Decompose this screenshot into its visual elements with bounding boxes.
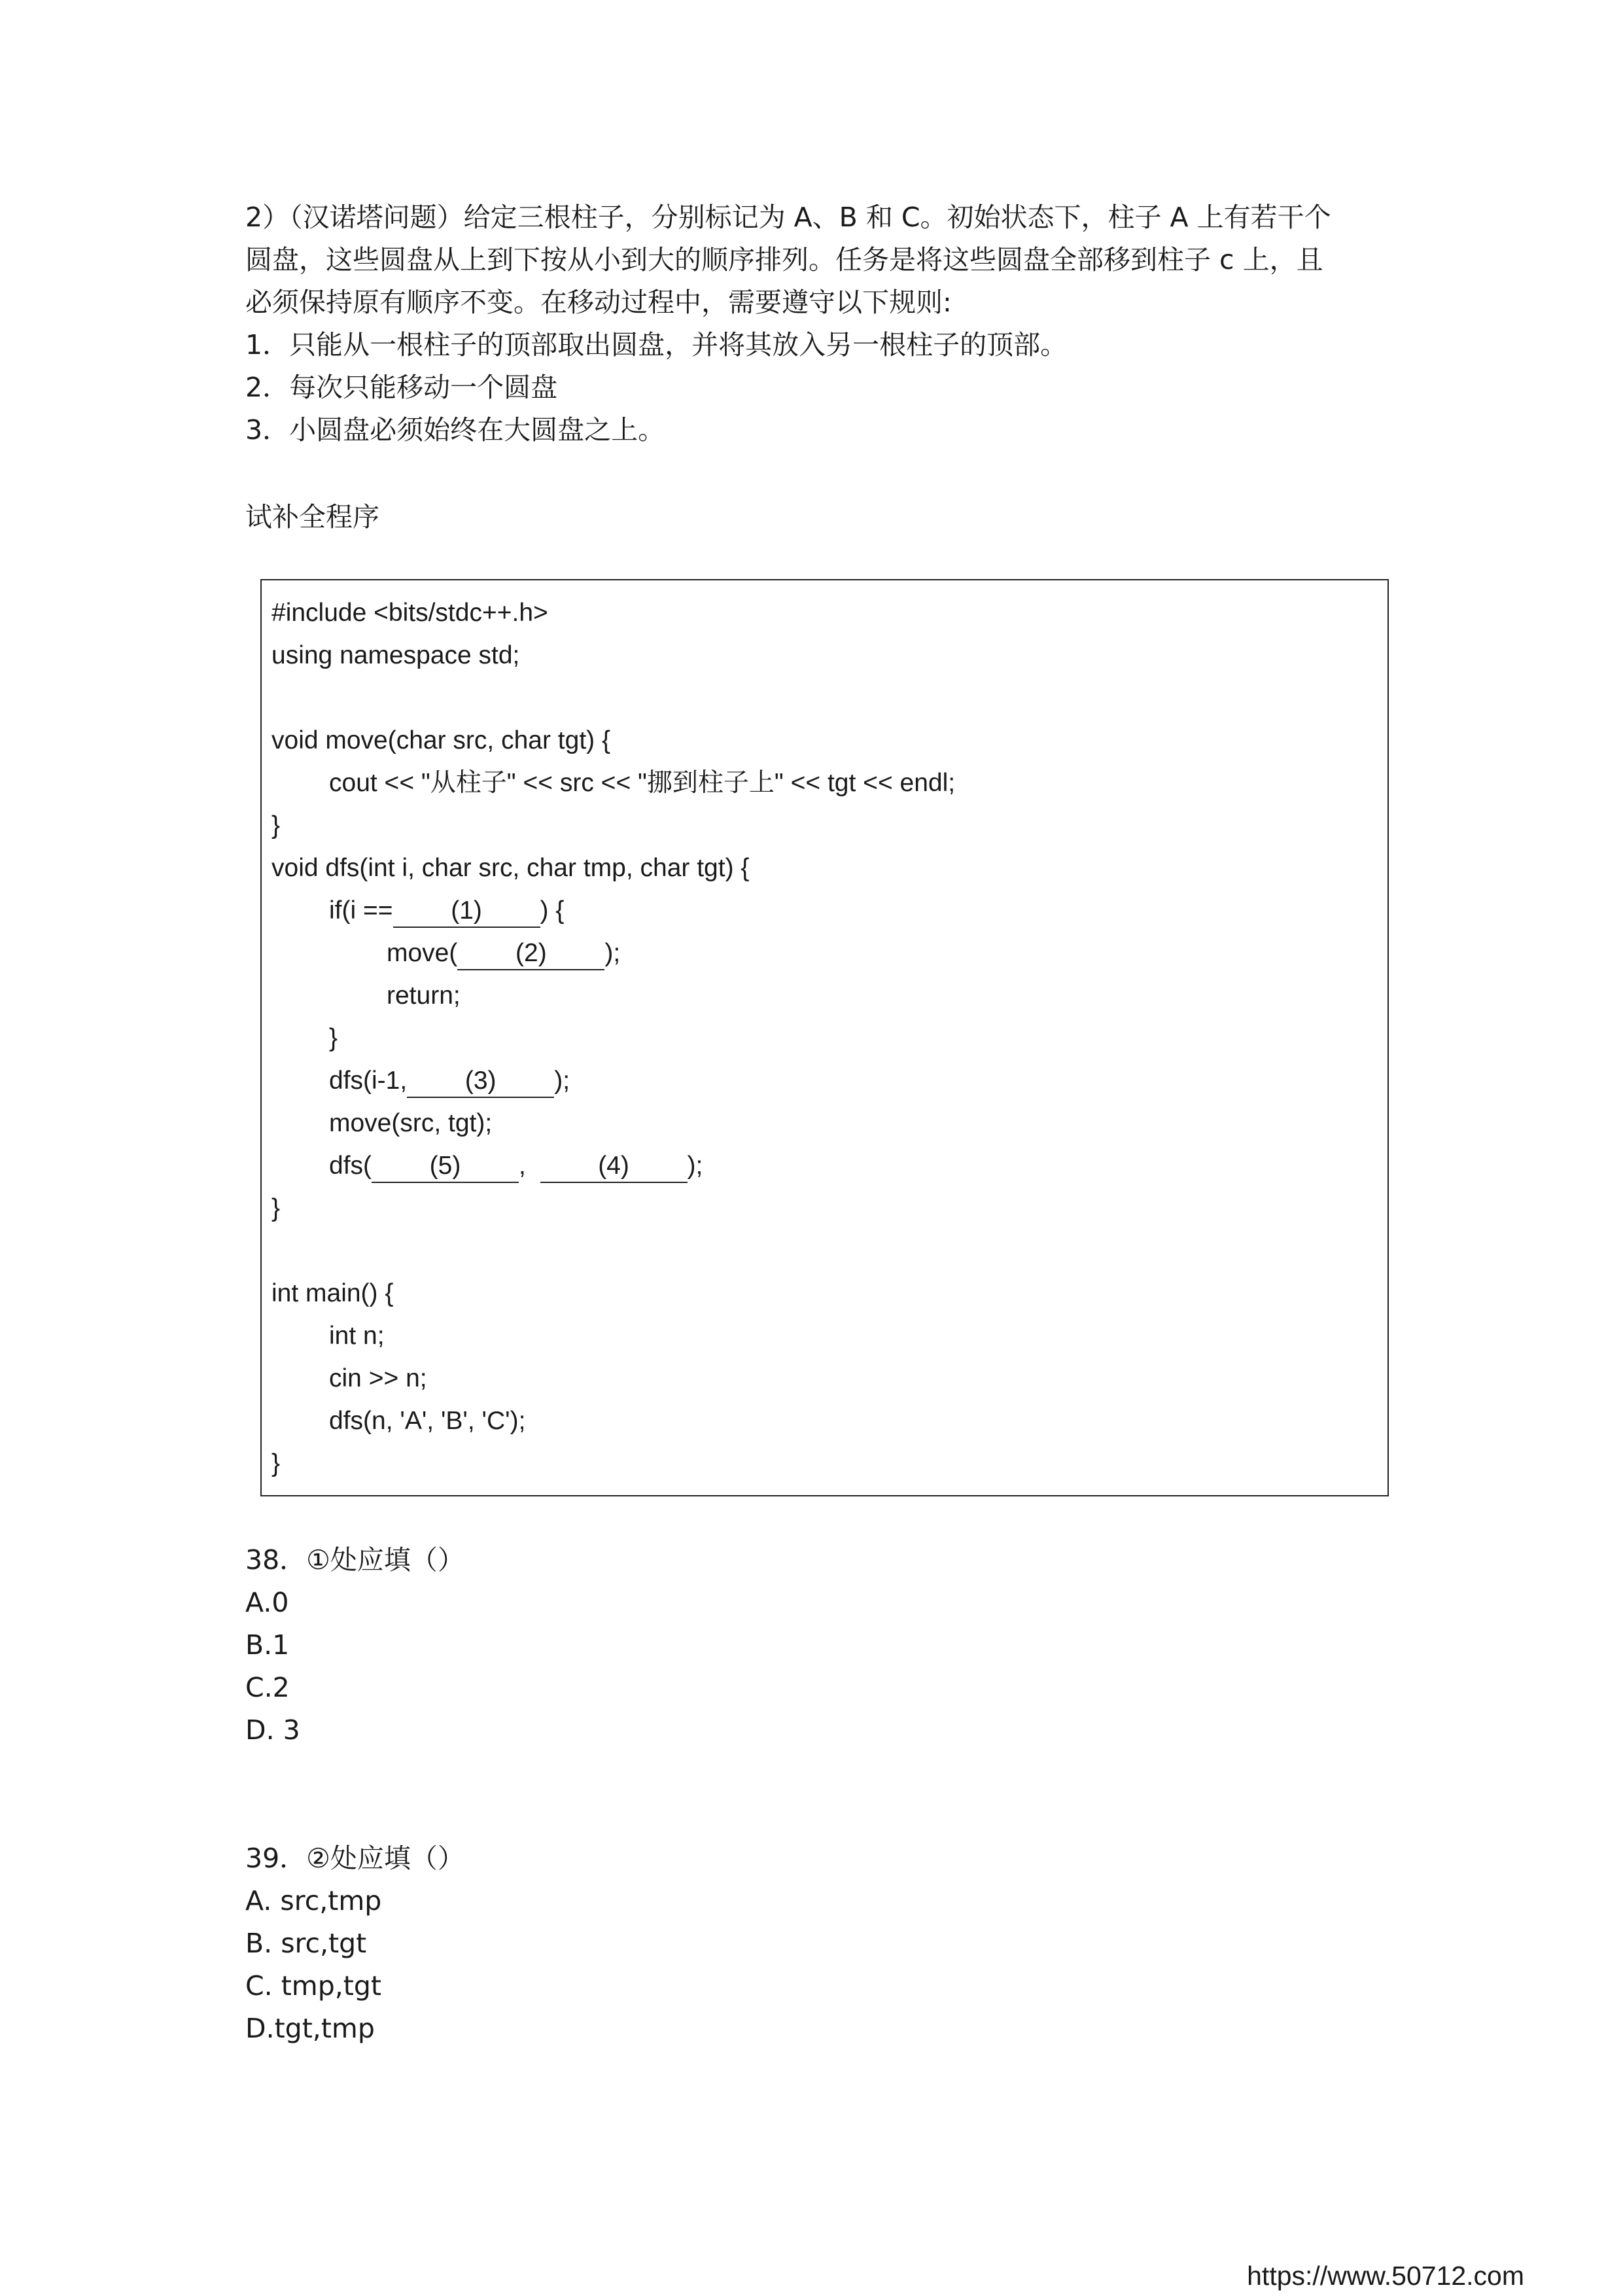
code-line: int main() { — [271, 1279, 394, 1307]
code-line: int n; — [329, 1322, 385, 1350]
code-line: } — [271, 1449, 281, 1477]
blank-1: (1) — [393, 895, 540, 928]
option-a: A.0 — [245, 1587, 289, 1618]
code-line: } — [329, 1024, 338, 1052]
problem-line: 圆盘，这些圆盘从上到下按从小到大的顺序排列。任务是将这些圆盘全部移到柱子 c 上，且 — [245, 244, 1323, 275]
code-text: , — [519, 1152, 526, 1180]
code-text: if(i == — [329, 896, 393, 925]
code-line: void move(char src, char tgt) { — [271, 726, 611, 754]
option-d: D.tgt,tmp — [245, 2013, 375, 2044]
blank-3: (3) — [407, 1065, 554, 1098]
blank-5: (5) — [372, 1150, 519, 1183]
blank-4: (4) — [540, 1150, 688, 1183]
problem-line: 必须保持原有顺序不变。在移动过程中，需要遵守以下规则: — [245, 287, 952, 318]
code-line — [329, 891, 564, 930]
code-line: using namespace std; — [271, 641, 520, 669]
option-b: B.1 — [245, 1629, 290, 1661]
code-line: move(src, tgt); — [329, 1109, 493, 1137]
question-title: 39．②处应填（） — [245, 1843, 464, 1874]
blank-2: (2) — [457, 938, 604, 970]
option-d: D. 3 — [245, 1714, 300, 1746]
option-a: A. src,tmp — [245, 1885, 382, 1916]
code-line: dfs(n, 'A', 'B', 'C'); — [329, 1407, 526, 1435]
code-line: #include <bits/stdc++.h> — [271, 599, 548, 627]
code-text: ); — [554, 1067, 570, 1095]
rule-1: 1．只能从一根柱子的顶部取出圆盘，并将其放入另一根柱子的顶部。 — [245, 329, 1068, 361]
option-c: C. tmp,tgt — [245, 1970, 381, 2002]
question-title: 38．①处应填（） — [245, 1544, 464, 1576]
code-line: cin >> n; — [329, 1364, 427, 1392]
rule-2: 2．每次只能移动一个圆盘 — [245, 372, 558, 403]
code-text: dfs(i-1, — [329, 1067, 408, 1095]
question-38 — [245, 1539, 464, 1752]
code-text: ); — [687, 1152, 703, 1180]
code-line: return; — [387, 981, 461, 1010]
problem-line: 2）（汉诺塔问题）给定三根柱子，分别标记为 A、B 和 C。初始状态下，柱子 A 上有若干个 — [245, 202, 1331, 233]
code-text: move( — [387, 939, 458, 967]
code-line: void dfs(int i, char src, char tmp, char tgt) { — [271, 854, 750, 882]
code-text: ); — [604, 939, 621, 967]
code-text: dfs( — [329, 1152, 372, 1180]
prompt-text: 试补全程序 — [245, 501, 379, 533]
code-text: ) { — [540, 896, 565, 925]
rule-3: 3．小圆盘必须始终在大圆盘之上。 — [245, 414, 665, 446]
footer-url: https://www.50712.com — [1247, 2261, 1524, 2291]
code-box — [260, 579, 1389, 1496]
option-c: C.2 — [245, 1672, 290, 1703]
code-line — [329, 1061, 570, 1101]
code-line: } — [271, 811, 281, 839]
option-b: B. src,tgt — [245, 1928, 367, 1959]
code-line — [329, 1146, 703, 1186]
code-line — [387, 934, 620, 973]
code-line: } — [271, 1194, 281, 1222]
code-line: cout << "从柱子" << src << "挪到柱子上" << tgt << endl; — [329, 769, 956, 797]
question-39 — [245, 1837, 464, 2050]
problem-statement — [245, 196, 1397, 451]
